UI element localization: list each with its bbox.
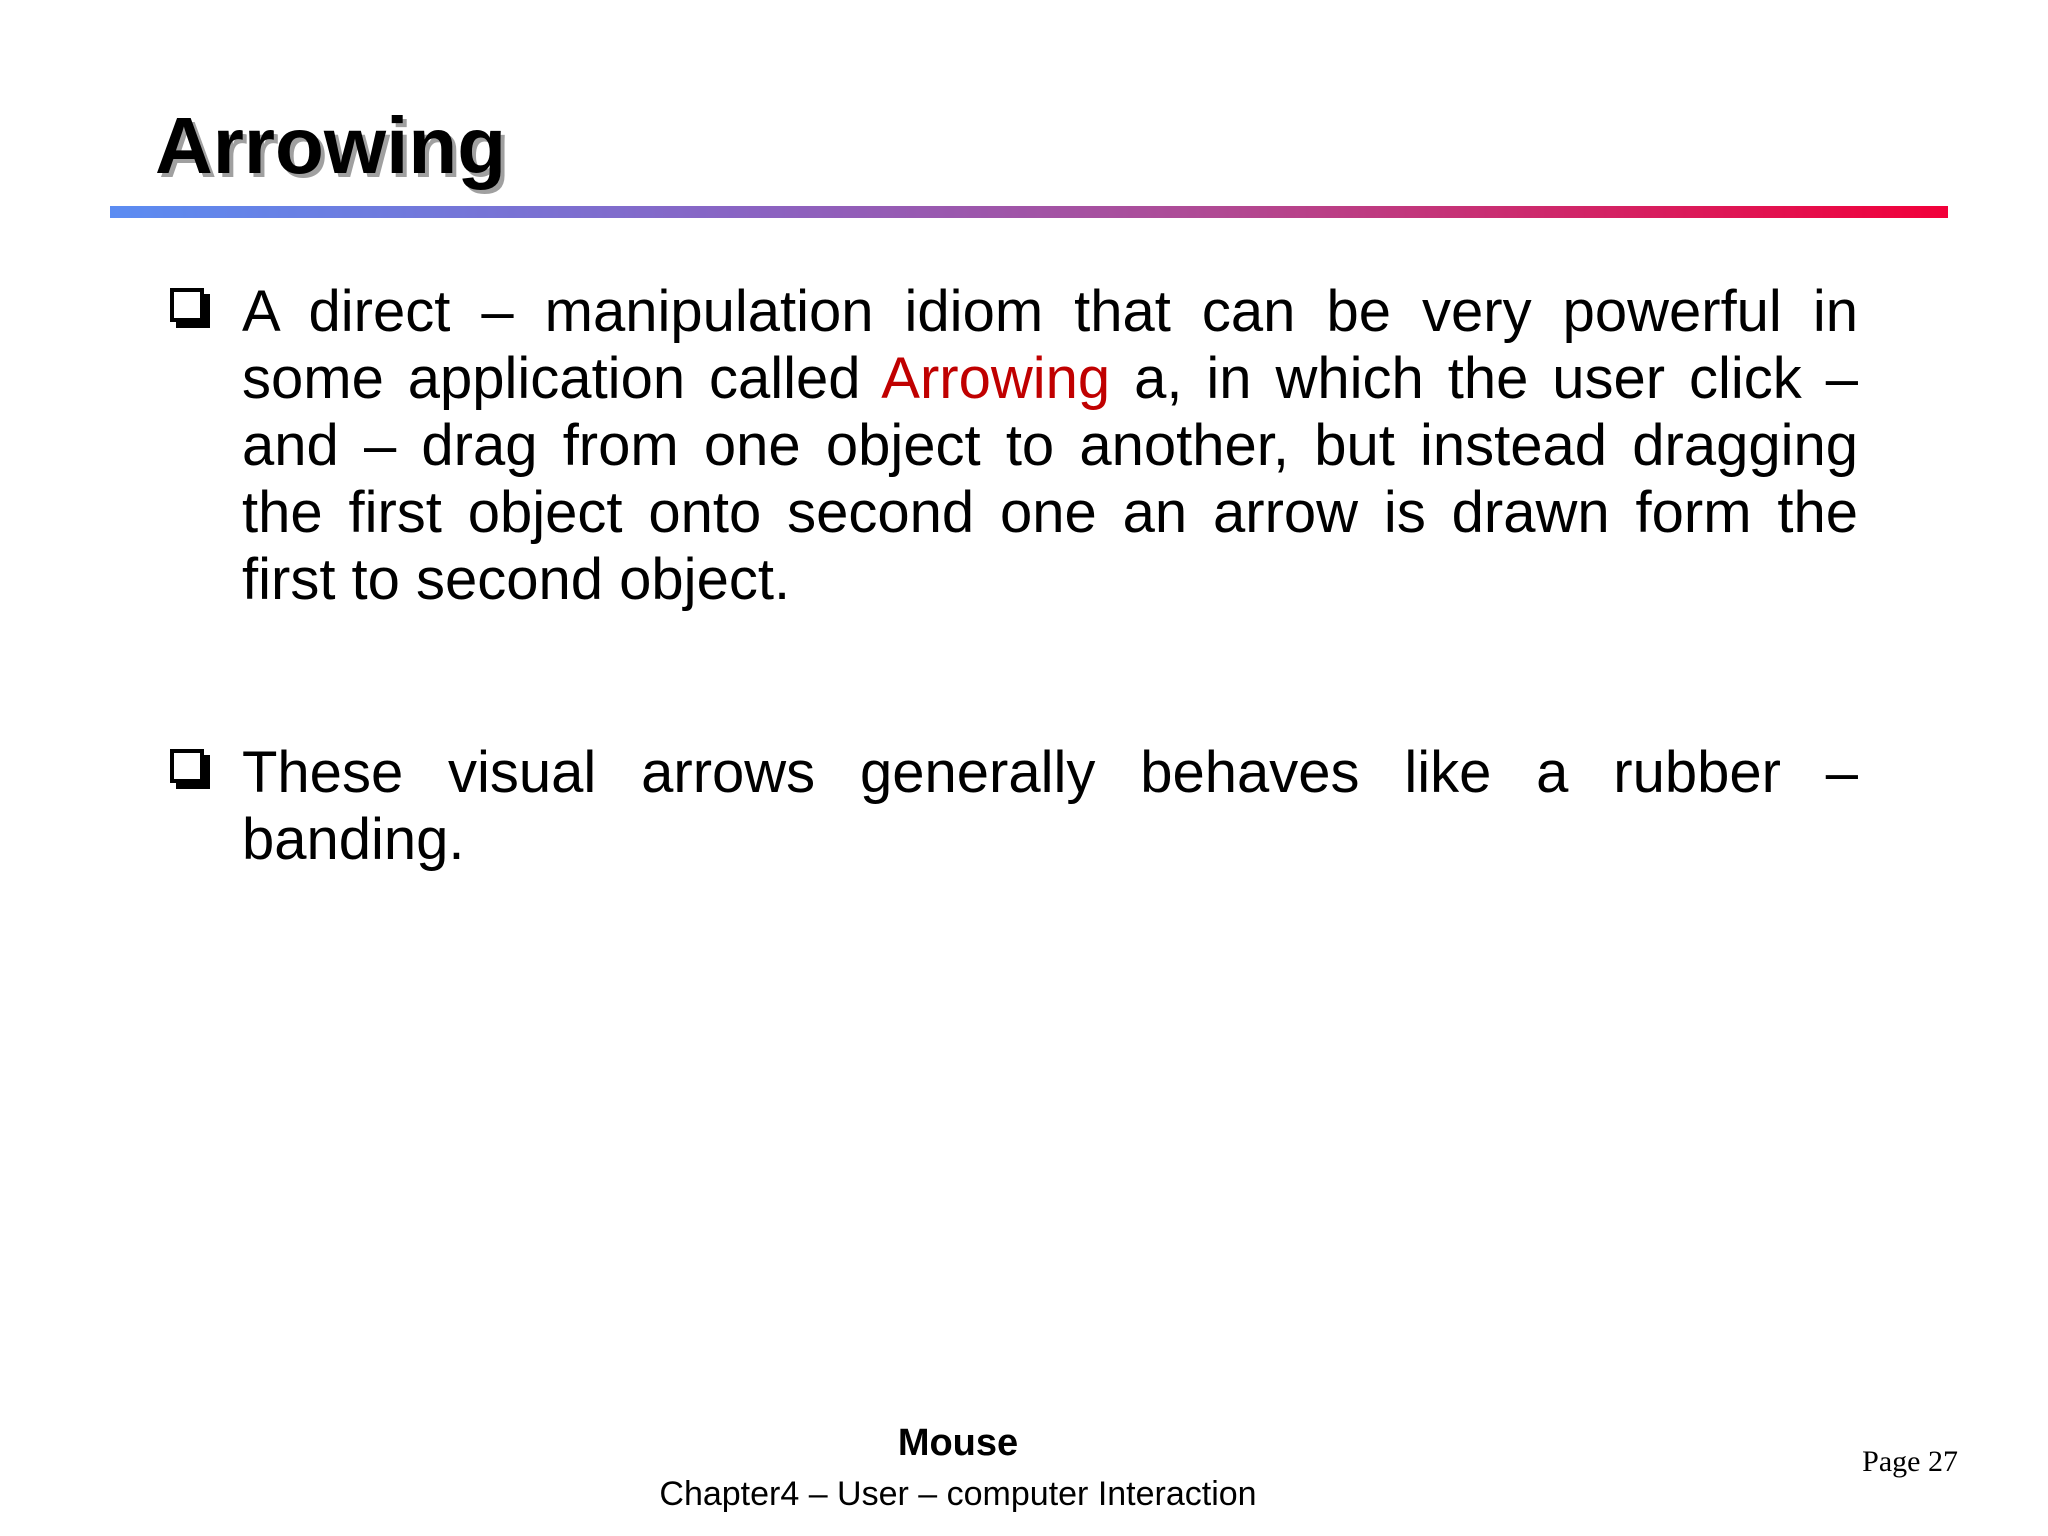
bullet-item	[170, 278, 1858, 613]
bullet-text-before: A direct – manipulation idiom that can be very powerful in some application called	[242, 279, 1858, 411]
footer-title: Mouse	[897, 1422, 1019, 1464]
footer-subtitle: Chapter4 – User – computer Interaction	[659, 1475, 1257, 1513]
title-divider	[110, 206, 1948, 218]
highlighted-term: Arrowing	[881, 346, 1111, 411]
bullet-text-after: a, in which the user click – and – drag from one object to another, but instead dragging the first object onto second one an arrow is drawn form the first to second object.	[242, 346, 1858, 612]
slide-title: Arrowing	[155, 101, 507, 190]
page-number: Page 27	[1862, 1445, 1958, 1478]
bullet-item	[170, 739, 1858, 873]
checkbox-square-icon	[170, 288, 204, 322]
bullet-list	[170, 278, 1858, 873]
bullet-text: These visual arrows generally behaves like a rubber – banding.	[242, 740, 1858, 872]
checkbox-square-icon	[170, 749, 204, 783]
